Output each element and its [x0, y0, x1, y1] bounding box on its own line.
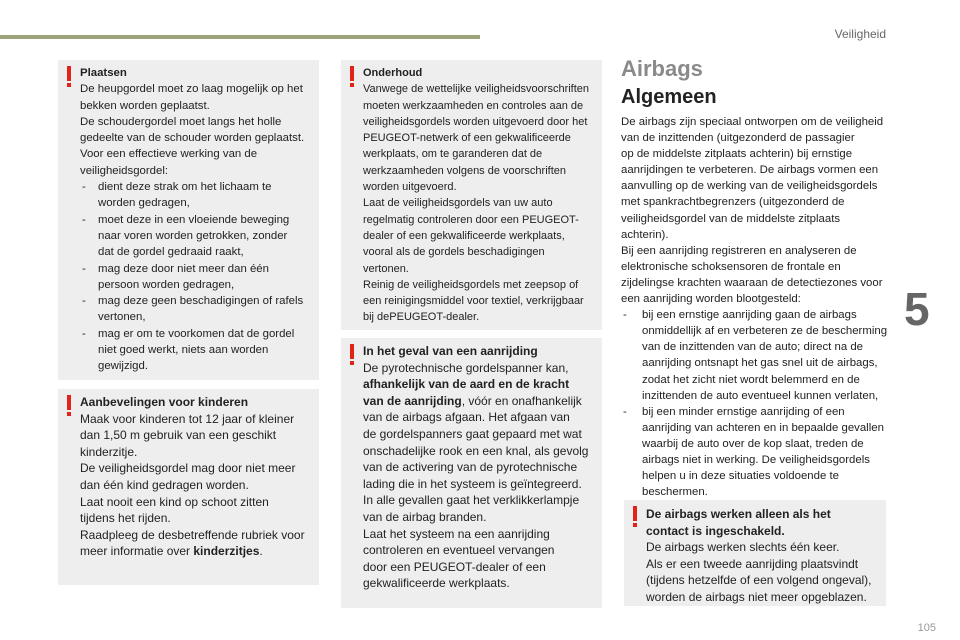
- children-line: dan 1,50 m gebruik van een geschikt: [80, 428, 277, 443]
- collision-line: In alle gevallen gaat het verklikkerlampje: [363, 493, 580, 508]
- bullet-line: [80, 195, 313, 211]
- maintenance-line: vertonen.: [363, 262, 409, 275]
- airbags-subheading: Algemeen: [621, 86, 717, 108]
- bullet-line: [80, 228, 313, 244]
- bullet-text: mag deze door niet meer dan één: [98, 262, 269, 275]
- maintenance-line: Laat de veiligheidsgordels van uw auto: [363, 197, 553, 210]
- bullet-item: [80, 326, 313, 375]
- bullet-line: [621, 452, 891, 468]
- bullet-item: [621, 307, 891, 404]
- maintenance-line: dealer of een gekwalificeerde werkplaats,: [363, 229, 565, 242]
- bullet-text: airbags niet in werking. De veiligheidsgordels: [642, 453, 870, 466]
- placement-line: De heupgordel moet zo laag mogelijk op het: [80, 83, 303, 96]
- bullet-text: aanrijding van achteren en in bepaalde gevallen: [642, 421, 884, 434]
- section-title: Veiligheid: [834, 27, 886, 41]
- children-line: tijdens het rijden.: [80, 511, 171, 526]
- airbag-paragraph-line: van de inzittenden (uitgezonderd de passagier: [621, 132, 855, 145]
- bullet-line: [80, 244, 313, 260]
- bullet-text: dat de gordel gedraaid raakt,: [98, 246, 244, 259]
- bullet-item: [80, 179, 313, 212]
- warning-exclamation-icon: [631, 506, 639, 528]
- bullet-line: [621, 484, 891, 500]
- airbag-paragraph-line: Bij een aanrijding registreren en analyseren de: [621, 244, 857, 257]
- bullet-line: [621, 388, 891, 404]
- bullet-item: [80, 261, 313, 294]
- bullet-line: [80, 358, 313, 374]
- maintenance-line: PEUGEOT-netwerk of een gekwalificeerde: [363, 132, 571, 145]
- maintenance-line: werkplaats, om te garanderen dat de: [363, 148, 543, 161]
- airbag-paragraph-line: op de middelste zitplaats achterin) bij ernstige: [621, 148, 853, 161]
- bullet-text: inzittenden de auto eventueel kunnen verlaten,: [642, 389, 879, 402]
- collision-bold-1: afhankelijk van de aard en de kracht: [363, 377, 570, 392]
- collision-line-2: van de aanrijding, vóór en onafhankelijk: [363, 393, 582, 408]
- bullet-text: worden gedragen,: [98, 197, 190, 210]
- placement-line: veiligheidsgordel:: [80, 164, 169, 177]
- airbag-warning-line: worden de airbags niet meer opgeblazen.: [646, 589, 867, 604]
- airbag-paragraph-line: elektronische schoksensoren de frontale en: [621, 260, 841, 273]
- placement-line: gedeelte van de schouder worden geplaatst.: [80, 132, 305, 145]
- collision-title: In het geval van een aanrijding: [363, 344, 538, 358]
- bullet-text: mag deze geen beschadigingen of rafels: [98, 295, 304, 308]
- bullet-text: moet deze in een vloeiende beweging: [98, 213, 290, 226]
- children-last-line: meer informatie over kinderzitjes.: [80, 544, 263, 559]
- bullet-text: niet goed werkt, niets aan worden: [98, 344, 269, 357]
- bullet-text: zodat het zicht niet wordt belemmerd en de: [642, 373, 860, 386]
- bullet-text: waarbij de auto over de kop slaat, treden de: [642, 437, 864, 450]
- airbag-paragraph-line: aanvulling op de werking van de veiligheidsgordels: [621, 180, 878, 193]
- bullet-line: [621, 420, 891, 436]
- bullet-text: vertonen,: [98, 311, 146, 324]
- maintenance-line: een reinigingsmiddel voor textiel, verkrijgbaar: [363, 295, 584, 308]
- bullet-line: [621, 307, 891, 323]
- bullet-dash: -: [82, 262, 86, 275]
- bullet-text: gewijzigd.: [98, 360, 149, 373]
- maintenance-line: veiligheidsgordels worden uitgevoerd door het: [363, 115, 588, 128]
- children-line: Laat nooit een kind op schoot zitten: [80, 494, 269, 509]
- bullet-line: [80, 293, 313, 309]
- collision-line: lading die in het systeem is geïntegreerd.: [363, 476, 582, 491]
- bullet-text: bij een minder ernstige aanrijding of een: [642, 405, 845, 418]
- placement-line: bekken worden geplaatst.: [80, 99, 210, 112]
- bullet-text: aanrijding ontsnapt het gas snel uit de airbags,: [642, 357, 878, 370]
- bullet-dash: -: [82, 181, 86, 194]
- children-title: Aanbevelingen voor kinderen: [80, 395, 249, 409]
- bullet-line: [80, 309, 313, 325]
- maintenance-line: vooral als de gordels beschadigingen: [363, 246, 545, 259]
- children-line: De veiligheidsgordel mag door niet meer: [80, 461, 296, 476]
- warning-exclamation-icon: [348, 344, 356, 366]
- bullet-dash: -: [82, 327, 86, 340]
- bullet-line: [80, 277, 313, 293]
- children-line: dan één kind gedragen worden.: [80, 477, 249, 492]
- bullet-dash: -: [82, 295, 86, 308]
- maintenance-line: regelmatig controleren door een PEUGEOT-: [363, 213, 579, 226]
- maintenance-line: werkzaamheden volgens de voorschriften: [363, 164, 567, 177]
- bullet-text: dient deze strak om het lichaam te: [98, 181, 272, 194]
- bullet-line: [621, 372, 891, 388]
- collision-notice: [341, 338, 602, 608]
- children-notice: [58, 389, 319, 585]
- airbag-paragraph-line: achterin).: [621, 228, 669, 241]
- chapter-number: 5: [904, 283, 930, 335]
- airbag-paragraph-line: met spankrachtbegrenzers (uitgezonderd de: [621, 196, 845, 209]
- collision-line: Laat het systeem na een aanrijding: [363, 526, 550, 541]
- bullet-line: [621, 436, 891, 452]
- maintenance-line: moeten werkzaamheden en controles aan de: [363, 99, 584, 112]
- bullet-line: [621, 339, 891, 355]
- children-link-kinderzitjes: kinderzitjes: [193, 544, 260, 559]
- bullet-text: naar voren worden getrokken, zonder: [98, 229, 288, 242]
- airbag-paragraph-line: een aanrijding worden blootgesteld:: [621, 293, 801, 306]
- header-accent-line: [0, 35, 480, 39]
- collision-line: controleren en eventueel vervangen: [363, 543, 555, 558]
- bullet-item: [80, 293, 313, 326]
- bullet-line: [621, 468, 891, 484]
- warning-exclamation-icon: [65, 66, 73, 88]
- bullet-text: beschermen.: [642, 486, 708, 499]
- bullet-dash: -: [623, 309, 627, 322]
- airbag-warning-line: Als er een tweede aanrijding plaatsvindt: [646, 556, 859, 571]
- children-line: Raadpleeg de desbetreffende rubriek voor: [80, 527, 305, 542]
- airbags-section: [621, 56, 891, 500]
- placement-title: Plaatsen: [80, 67, 127, 79]
- page-number: 105: [917, 622, 936, 634]
- maintenance-line: Reinig de veiligheidsgordels met zeepsop of: [363, 278, 579, 291]
- bullet-line: [80, 342, 313, 358]
- collision-line: gekwalificeerde werkplaats.: [363, 576, 510, 591]
- maintenance-line: worden uitgevoerd.: [363, 181, 457, 194]
- collision-line: van de airbag branden.: [363, 509, 487, 524]
- warning-exclamation-icon: [348, 66, 356, 88]
- bullet-text: van de inzittenden van de auto; direct na de: [642, 341, 864, 354]
- airbag-paragraph-line: aanrijdingen te verbeteren. De airbags vormen een: [621, 164, 879, 177]
- bullet-line: [621, 404, 891, 420]
- maintenance-line: Vanwege de wettelijke veiligheidsvoorschriften: [363, 83, 590, 96]
- placement-line: Voor een effectieve werking van de: [80, 148, 258, 161]
- bullet-line: [80, 212, 313, 228]
- bullet-line: [80, 179, 313, 195]
- bullet-dash: -: [623, 405, 627, 418]
- airbag-paragraph-line: De airbags zijn speciaal ontworpen om de veiligheid: [621, 116, 884, 128]
- bullet-item: [80, 212, 313, 261]
- bullet-line: [80, 326, 313, 342]
- airbag-warning-line: (tijdens hetzelfde of een volgend ongeval),: [646, 573, 872, 588]
- maintenance-line: bij dePEUGEOT-dealer.: [363, 311, 480, 324]
- airbag-warning-title-line: De airbags werken alleen als het: [646, 507, 831, 521]
- collision-line: onschadelijke rook en een knal, als gevolg: [363, 443, 589, 458]
- airbag-warning-line: De airbags werken slechts één keer.: [646, 540, 840, 555]
- collision-line-1: De pyrotechnische gordelspanner kan,: [363, 360, 569, 375]
- bullet-text: persoon worden gedragen,: [98, 278, 235, 291]
- warning-exclamation-icon: [65, 395, 73, 417]
- bullet-line: [80, 261, 313, 277]
- maintenance-notice: [341, 60, 602, 330]
- airbag-paragraph-line: veiligheidsgordel van de middelste zitplaats: [621, 212, 841, 225]
- collision-line: door een PEUGEOT-dealer of een: [363, 559, 546, 574]
- airbag-activation-notice: [624, 500, 886, 606]
- airbag-paragraph-line: zijdelingse krachten waaraan de detectiezones voor: [621, 276, 883, 289]
- collision-line: de gordelspanners gaat gepaard met wat: [363, 426, 582, 441]
- collision-line: van de activering van de pyrotechnische: [363, 460, 578, 475]
- airbag-warning-title-line: contact is ingeschakeld.: [646, 523, 785, 538]
- bullet-item: [621, 404, 891, 501]
- children-line: kinderzitje.: [80, 444, 138, 459]
- bullet-dash: -: [82, 213, 86, 226]
- bullet-text: helpen u in deze situaties voldoende te: [642, 470, 839, 483]
- bullet-line: [621, 323, 891, 339]
- bullet-text: onmiddellijk af en verbeteren ze de bescherming: [642, 325, 888, 338]
- children-line: Maak voor kinderen tot 12 jaar of kleiner: [80, 411, 295, 426]
- bullet-text: mag er om te voorkomen dat de gordel: [98, 327, 295, 340]
- airbags-heading: Airbags: [621, 56, 703, 81]
- bullet-line: [621, 355, 891, 371]
- bullet-text: bij een ernstige aanrijding gaan de airbags: [642, 309, 857, 322]
- placement-line: De schoudergordel moet langs het holle: [80, 115, 282, 128]
- placement-notice: [58, 60, 319, 380]
- collision-line: van de airbags afgaan. Het afgaan van: [363, 410, 570, 425]
- maintenance-title: Onderhoud: [363, 67, 423, 79]
